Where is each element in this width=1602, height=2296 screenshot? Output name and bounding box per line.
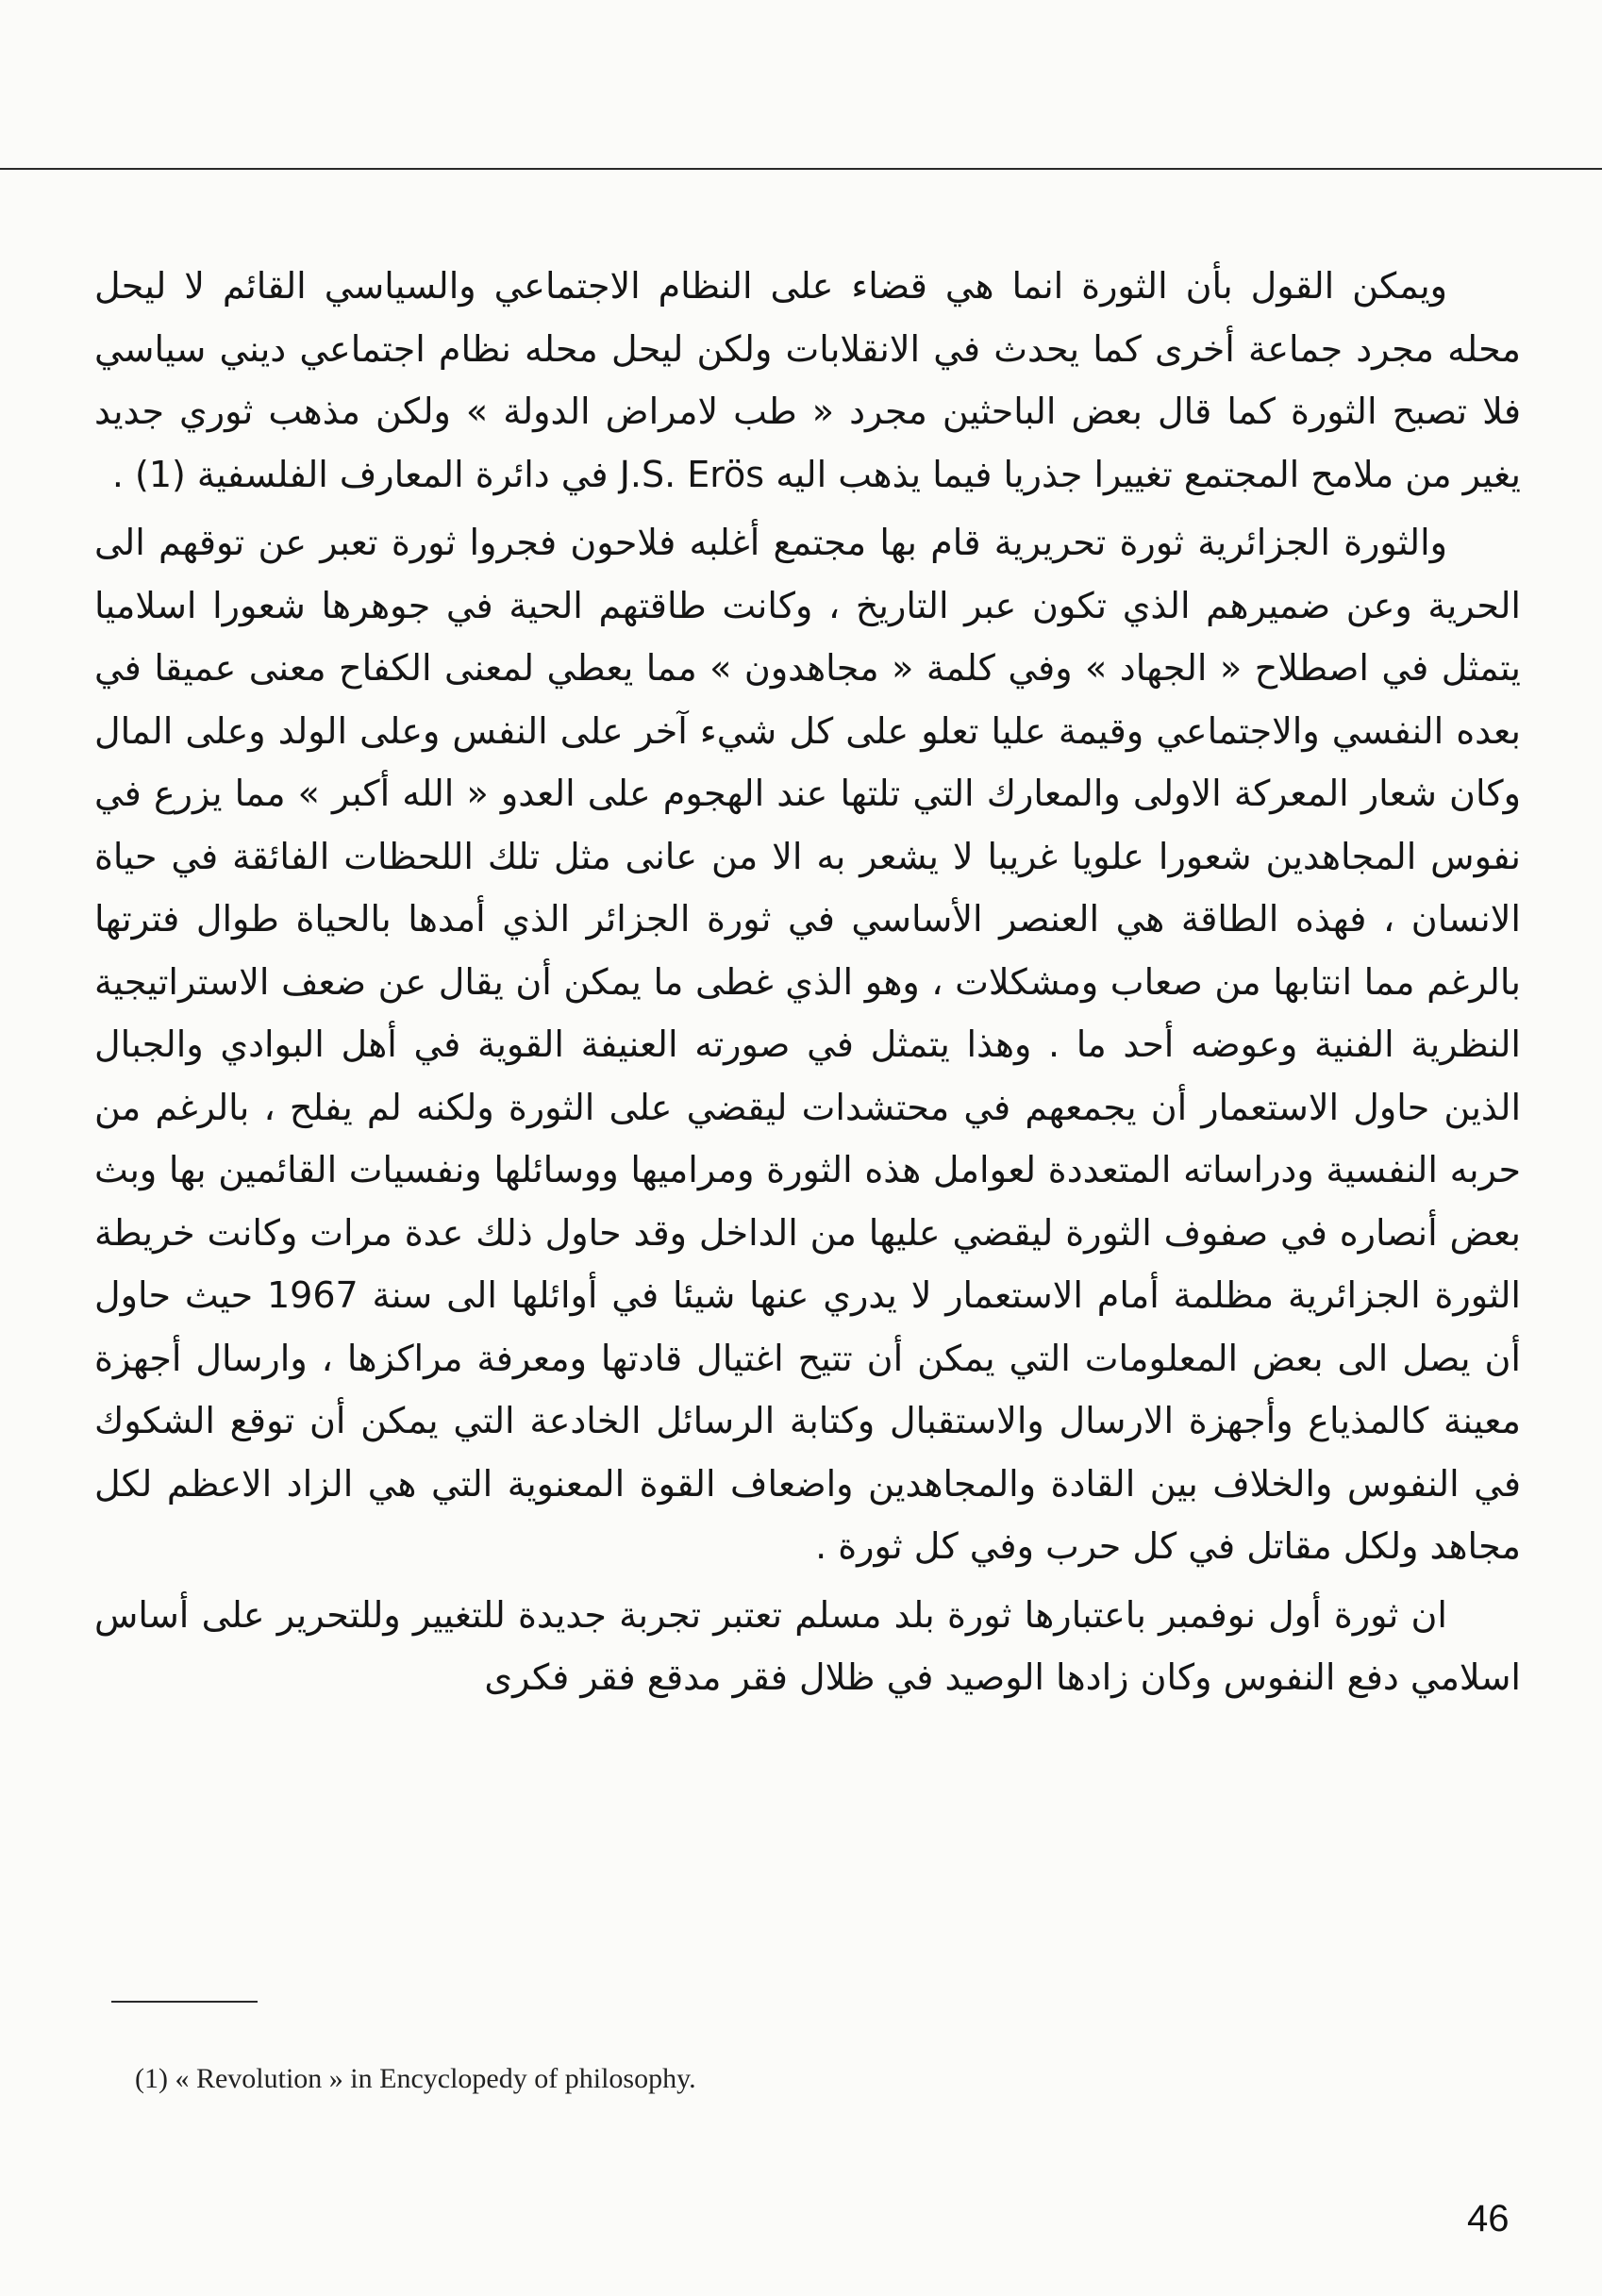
paragraph-2: والثورة الجزائرية ثورة تحريرية قام بها مجتمع أغلبه فلاحون فجروا ثورة تعبر عن توقهم الى الحرية وعن ضميرهم الذي تكون عبر التاريخ ، وكانت طاقتهم الحية في جوهرها شعورا اسلاميا يتمثل في اصطلاح « الجهاد » وفي كلمة « مجاهدون » مما يعطي لمعنى الكفاح معنى عميقا في بعده النفسي والاجتماعي وقيمة عليا تعلو على كل شيء آخر على النفس وعلى الولد وعلى المال وكان شعار المعركة الاولى والمعارك التي تلتها عند الهجوم على العدو « الله أكبر » مما يزرع في نفوس المجاهدين شعورا علويا غريبا لا يشعر به الا من عانى مثل تلك اللحظات الفائقة في حياة الانسان ، فهذه الطاقة هي العنصر الأساسي في ثورة الجزائر الذي أمدها بالحياة طوال فترتها بالرغم مما انتابها من صعاب ومشكلات ، وهو الذي غطى ما يمكن أن يقال عن ضعف الاستراتيجية النظرية الفنية وعوضه أحد ما . وهذا يتمثل في صورته العنيفة القوية في أهل البوادي والجبال الذين حاول الاستعمار أن يجمعهم في محتشدات ليقضي على الثورة ولكنه لم يفلح ، بالرغم من حربه النفسية ودراساته المتعددة لعوامل هذه الثورة ومراميها ووسائلها ونفسيات القائمين بها وبث بعض أنصاره في صفوف الثورة ليقضي عليها من الداخل وقد حاول ذلك عدة مرات وكانت خريطة الثورة الجزائرية مظلمة أمام الاستعمار لا يدري عنها شيئا في أوائلها الى سنة 1967 حيث حاول أن يصل الى بعض المعلومات التي يمكن أن تتيح اغتيال قادتها ومعرفة مراكزها ، وارسال أجهزة معينة كالمذياع وأجهزة الارسال والاستقبال وكتابة الرسائل الخادعة التي يمكن أن توقع الشكوك في النفوس والخلاف بين القادة والمجاهدين واضعاف القوة المعنوية التي هي الزاد الاعظم لكل مجاهد ولكل مقاتل في كل حرب وفي كل ثورة . (94, 522, 1521, 1567)
footnote: (1) « Revolution » in Encyclopedy of philosophy. (135, 2063, 696, 2094)
paragraph-3: ان ثورة أول نوفمبر باعتبارها ثورة بلد مسلم تعتبر تجربة جديدة للتغيير وللتحرير على أساس اسلامي دفع النفوس وكان زادها الوصيد في ظلال فقر مدقع فقر فكرى (94, 1593, 1521, 1698)
body-text (94, 255, 1521, 1709)
header-rule (0, 168, 1602, 170)
page-number: 46 (1467, 2198, 1510, 2239)
paragraph-1: ويمكن القول بأن الثورة انما هي قضاء على النظام الاجتماعي والسياسي القائم لا ليحل محله مجرد جماعة أخرى كما يحدث في الانقلابات ولكن ليحل محله نظام اجتماعي ديني سياسي فلا تصبح الثورة كما قال بعض الباحثين مجرد « طب لامراض الدولة » ولكن مذهب ثوري جديد يغير من ملامح المجتمع تغييرا جذريا فيما يذهب اليه J.S. Erös في دائرة المعارف الفلسفية (1) . (94, 265, 1521, 495)
footnote-separator (111, 2001, 258, 2003)
